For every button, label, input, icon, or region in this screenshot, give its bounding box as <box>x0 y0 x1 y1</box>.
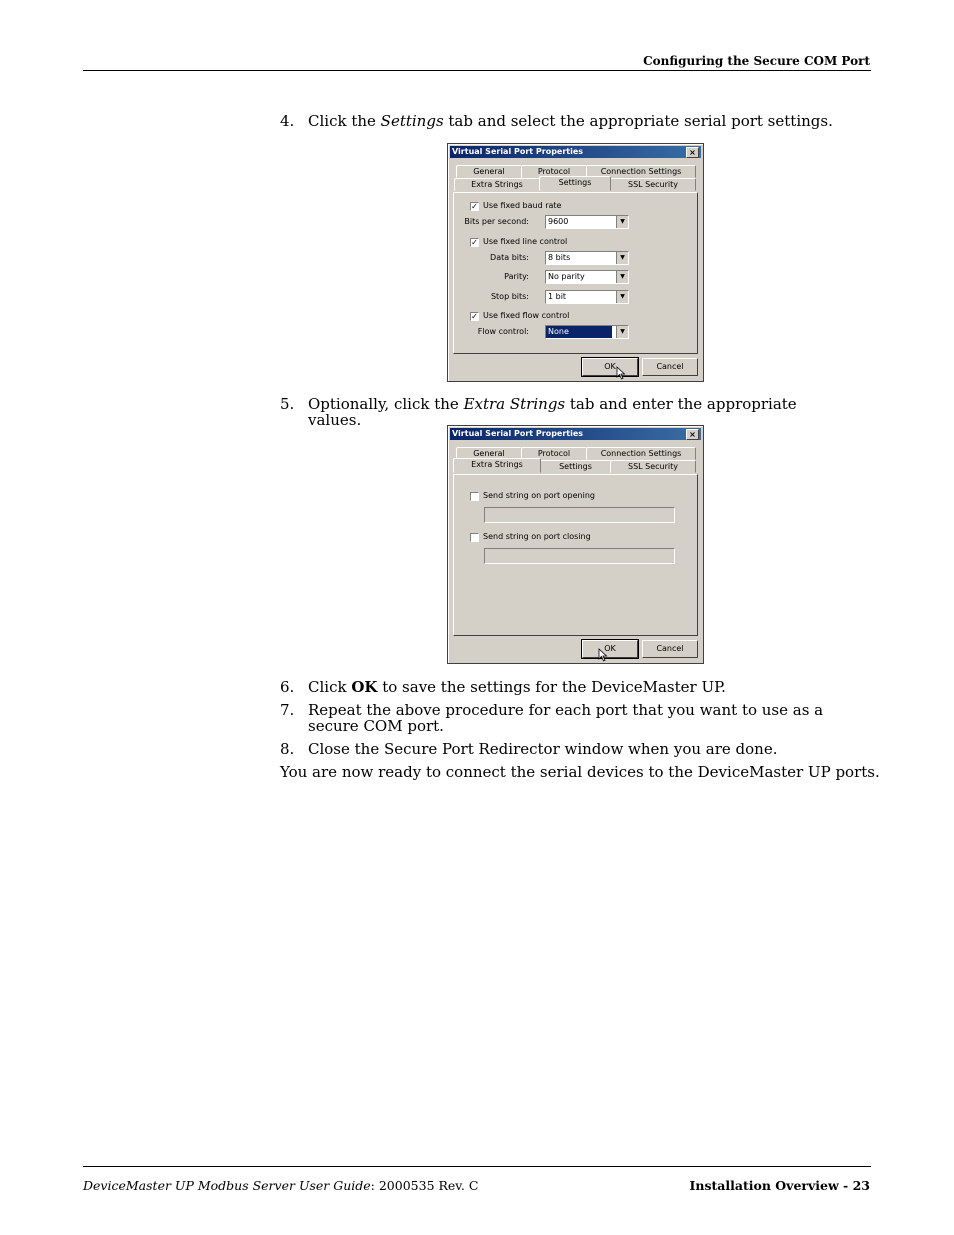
step-5 <box>280 396 843 428</box>
step-text <box>308 113 843 129</box>
text-run: Click the <box>308 112 381 130</box>
tab-extra-strings[interactable]: Extra Strings <box>454 178 540 191</box>
dropdown-arrow-icon[interactable]: ▼ <box>616 252 628 264</box>
closing-paragraph: You are now ready to connect the serial devices to the DeviceMaster UP ports. <box>280 763 880 781</box>
close-icon[interactable]: × <box>686 147 699 158</box>
databits-label: Data bits: <box>490 253 529 262</box>
tab-settings[interactable]: Settings <box>539 176 611 191</box>
dropdown-arrow-icon[interactable]: ▼ <box>616 216 628 228</box>
header-rule <box>83 70 871 71</box>
mouse-pointer-icon <box>598 648 608 662</box>
cancel-button[interactable]: Cancel <box>642 640 698 658</box>
cancel-button[interactable]: Cancel <box>642 358 698 376</box>
flow-value: None <box>546 326 612 338</box>
extra-strings-panel <box>453 474 698 636</box>
footer-section: Installation Overview - 23 <box>689 1178 870 1193</box>
footer-guide-title <box>83 1178 478 1193</box>
settings-dialog-screenshot <box>447 143 704 382</box>
settings-panel <box>453 192 698 354</box>
emphasis-text: Settings <box>380 112 444 130</box>
parity-value: No parity <box>548 272 585 281</box>
dropdown-arrow-icon[interactable]: ▼ <box>616 326 628 338</box>
step-text: Repeat the above procedure for each port that you want to use as a secure COM port. <box>308 701 824 735</box>
step-6 <box>280 679 843 695</box>
text-run: to save the settings for the DeviceMaster UP. <box>377 678 726 696</box>
stopbits-value: 1 bit <box>548 292 567 301</box>
tab-protocol[interactable]: Protocol <box>521 165 587 178</box>
tab-ssl-security[interactable]: SSL Security <box>610 178 696 191</box>
flow-select[interactable] <box>545 325 629 339</box>
send-open-label: Send string on port opening <box>483 491 595 500</box>
step-text <box>308 679 843 695</box>
text-run: Optionally, click the <box>308 395 464 413</box>
send-open-checkbox[interactable] <box>470 492 479 501</box>
dropdown-arrow-icon[interactable]: ▼ <box>616 291 628 303</box>
running-header: Configuring the Secure COM Port <box>643 54 870 68</box>
step-number: 6. <box>280 678 295 696</box>
stopbits-select[interactable] <box>545 290 629 304</box>
footer-rule <box>83 1166 871 1167</box>
tab-ssl-security[interactable]: SSL Security <box>610 460 696 473</box>
parity-select[interactable] <box>545 270 629 284</box>
text-run: tab and select the appropriate serial port settings. <box>443 112 833 130</box>
bold-text: OK <box>351 678 378 696</box>
tab-settings[interactable]: Settings <box>540 460 611 473</box>
bps-value: 9600 <box>548 217 569 226</box>
close-icon[interactable]: × <box>686 429 699 440</box>
tab-protocol[interactable]: Protocol <box>521 447 587 460</box>
dropdown-arrow-icon[interactable]: ▼ <box>616 271 628 283</box>
dialog-title: Virtual Serial Port Properties <box>452 429 584 438</box>
fixed-line-label: Use fixed line control <box>483 237 568 246</box>
fixed-flow-label: Use fixed flow control <box>483 311 570 320</box>
step-number: 7. <box>280 701 295 719</box>
guide-title: DeviceMaster UP Modbus Server User Guide <box>83 1178 371 1193</box>
send-close-label: Send string on port closing <box>483 532 591 541</box>
bps-label: Bits per second: <box>464 217 529 226</box>
extra-strings-dialog-screenshot <box>447 425 704 664</box>
fixed-baud-checkbox[interactable]: ✓ <box>471 202 478 211</box>
step-7 <box>280 702 843 734</box>
dialog-title: Virtual Serial Port Properties <box>452 147 584 156</box>
tab-connection-settings[interactable]: Connection Settings <box>586 447 696 460</box>
text-run: tab and enter the appropriate values. <box>308 395 797 429</box>
ok-button[interactable]: OK <box>582 640 638 658</box>
open-string-input[interactable] <box>484 507 675 523</box>
stopbits-label: Stop bits: <box>490 292 529 301</box>
text-run: Click <box>308 678 352 696</box>
dialog-titlebar <box>450 428 701 440</box>
step-number: 4. <box>280 112 295 130</box>
dialog-titlebar <box>450 146 701 158</box>
bps-select[interactable] <box>545 215 629 229</box>
mouse-pointer-icon <box>616 366 626 380</box>
doc-ref: : 2000535 Rev. C <box>370 1178 479 1193</box>
step-number: 8. <box>280 740 295 758</box>
fixed-line-checkbox[interactable]: ✓ <box>471 238 478 247</box>
close-string-input[interactable] <box>484 548 675 564</box>
send-close-checkbox[interactable] <box>470 533 479 542</box>
parity-label: Parity: <box>504 272 529 281</box>
databits-select[interactable] <box>545 251 629 265</box>
databits-value: 8 bits <box>548 253 571 262</box>
step-text <box>308 396 843 428</box>
step-8 <box>280 741 843 757</box>
tab-connection-settings[interactable]: Connection Settings <box>586 165 696 178</box>
emphasis-text: Extra Strings <box>463 395 566 413</box>
tab-general[interactable]: General <box>456 165 522 178</box>
flow-label: Flow control: <box>477 327 529 336</box>
step-4 <box>280 113 843 129</box>
step-number: 5. <box>280 395 295 413</box>
fixed-baud-label: Use fixed baud rate <box>483 201 562 210</box>
ok-button[interactable]: OK <box>582 358 638 376</box>
fixed-flow-checkbox[interactable]: ✓ <box>471 312 478 321</box>
step-text: Close the Secure Port Redirector window when you are done. <box>308 740 778 758</box>
tab-general[interactable]: General <box>456 447 522 460</box>
tab-extra-strings[interactable]: Extra Strings <box>453 458 541 473</box>
